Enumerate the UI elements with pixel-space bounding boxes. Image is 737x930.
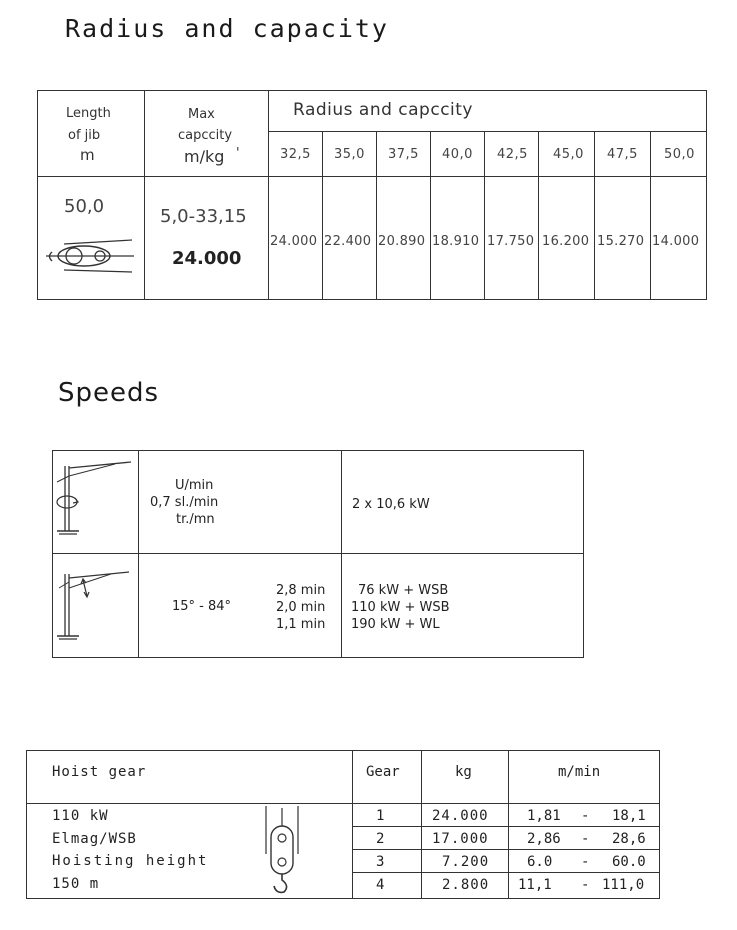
slew-unit: tr./mn (176, 512, 215, 527)
slew-unit: 0,7 sl./min (150, 495, 219, 510)
gear-speed-dash: - (581, 877, 590, 893)
radius-value: 37,5 (388, 147, 419, 162)
capacity-value: 20.890 (378, 234, 426, 249)
gear-kg: 24.000 (432, 808, 489, 824)
radius-group-header: Radius and capccity (293, 100, 473, 120)
radius-capacity-title: Radius and capacity (65, 14, 389, 43)
hoist-spec: 150 m (52, 876, 100, 892)
gear-number: 1 (376, 808, 385, 824)
gear-number: 4 (376, 877, 385, 893)
luffing-power: 190 kW + WL (351, 617, 440, 632)
speeds-title: Speeds (58, 378, 160, 408)
hoist-spec: Hoisting height (52, 853, 209, 869)
luffing-power: 110 kW + WSB (351, 600, 450, 615)
jib-trolley-icon (44, 236, 136, 276)
gear-number: 2 (376, 831, 385, 847)
gear-speed-max: 18,1 (612, 808, 646, 824)
header-speed: m/min (558, 764, 601, 780)
header-of-jib: of jib (68, 128, 101, 143)
crane-slewing-icon (55, 456, 135, 536)
capacity-value: 15.270 (597, 234, 645, 249)
header-max: Max (188, 107, 215, 122)
gear-speed-min: 2,86 (527, 831, 561, 847)
crane-luffing-icon (55, 562, 135, 644)
gear-speed-dash: - (581, 854, 590, 870)
radius-value: 50,0 (664, 147, 695, 162)
luffing-time: 2,8 min (276, 583, 326, 598)
gear-number: 3 (376, 854, 385, 870)
gear-speed-min: 6.0 (527, 854, 553, 870)
gear-speed-dash: - (581, 831, 590, 847)
luffing-time: 2,0 min (276, 600, 326, 615)
gear-speed-dash: - (581, 808, 590, 824)
radius-value: 35,0 (334, 147, 365, 162)
hook-block-icon (262, 804, 302, 896)
header-max-unit: m/kg (184, 147, 225, 166)
header-kg: kg (455, 764, 472, 780)
radius-value: 42,5 (497, 147, 528, 162)
radius-value: 32,5 (280, 147, 311, 162)
capacity-value: 18.910 (432, 234, 480, 249)
slew-power: 2 x 10,6 kW (352, 497, 430, 512)
max-capacity-value: 24.000 (172, 248, 242, 269)
gear-speed-max: 60.0 (612, 854, 646, 870)
capacity-value: 16.200 (542, 234, 590, 249)
gear-speed-min: 11,1 (518, 877, 552, 893)
gear-speed-max: 28,6 (612, 831, 646, 847)
hoist-spec: 110 kW (52, 808, 109, 824)
header-length: Length (66, 106, 111, 121)
hoist-spec: Elmag/WSB (52, 831, 137, 847)
gear-speed-min: 1,81 (527, 808, 561, 824)
capacity-value: 17.750 (487, 234, 535, 249)
header-max-mark: ' (236, 146, 240, 161)
max-range-value: 5,0-33,15 (160, 206, 247, 227)
radius-value: 47,5 (607, 147, 638, 162)
capacity-value: 14.000 (652, 234, 700, 249)
radius-value: 40,0 (442, 147, 473, 162)
header-capacity: capccity (178, 128, 233, 143)
hoist-gear-label: Hoist gear (52, 764, 147, 780)
radius-capacity-table (37, 90, 707, 300)
capacity-value: 22.400 (324, 234, 372, 249)
gear-kg: 2.800 (442, 877, 490, 893)
luffing-power: 76 kW + WSB (358, 583, 449, 598)
gear-speed-max: 111,0 (602, 877, 645, 893)
jib-length-value: 50,0 (64, 196, 105, 217)
radius-value: 45,0 (553, 147, 584, 162)
header-length-unit: m (80, 146, 95, 164)
luffing-time: 1,1 min (276, 617, 326, 632)
gear-kg: 7.200 (442, 854, 490, 870)
capacity-value: 24.000 (270, 234, 318, 249)
luffing-angle: 15° - 84° (172, 599, 232, 614)
header-gear: Gear (366, 764, 400, 780)
slew-unit: U/min (175, 478, 214, 493)
gear-kg: 17.000 (432, 831, 489, 847)
